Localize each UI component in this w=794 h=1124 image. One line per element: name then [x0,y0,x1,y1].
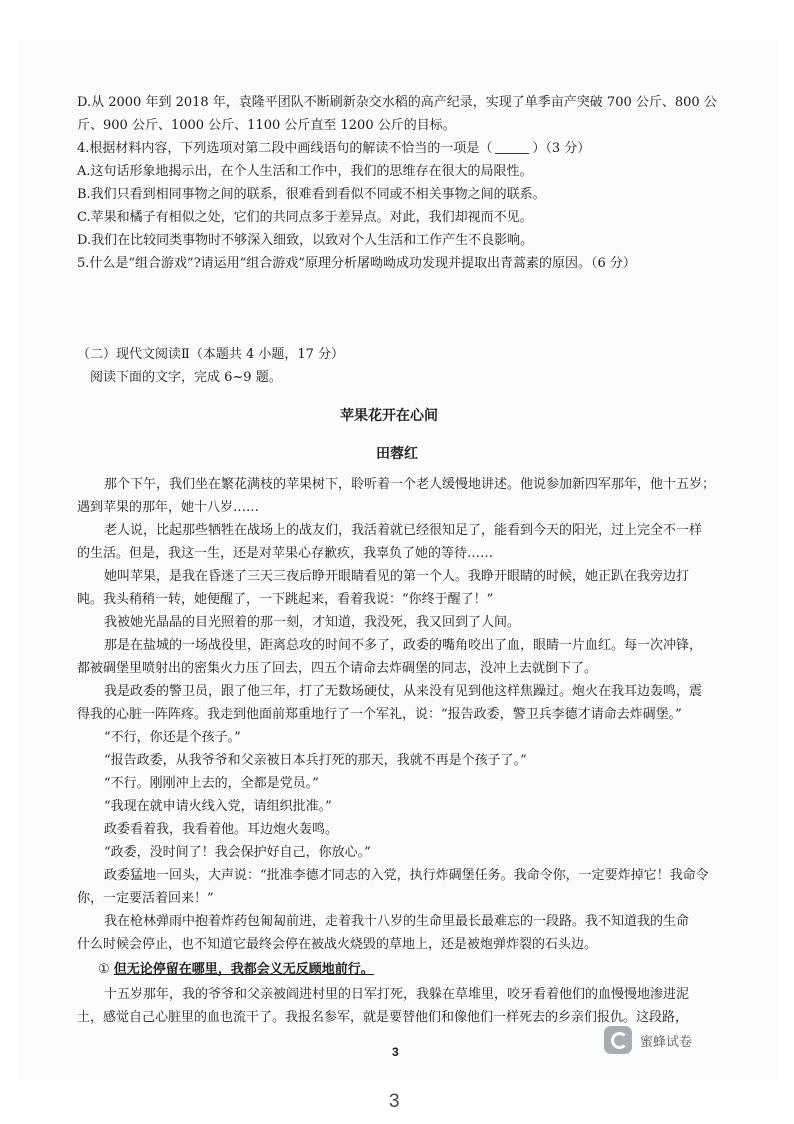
article-line: 那是在盐城的一场战役里，距离总攻的时间不多了，政委的嘴角咬出了血，眼睛一片血红。每一次冲锋， [104,638,703,653]
option-d-line1: D.从 2000 年到 2018 年，袁隆平团队不断刷新杂交水稻的高产纪录，实现了单季亩产突破 700 公斤、800 公 [77,95,717,110]
article-line: 那个下午，我们坐在繁花满枝的苹果树下，聆听着一个老人缓慢地讲述。他说参加新四军那年，他十五岁； [104,477,716,492]
article-line: “不行。刚刚冲上去的，全都是党员。” [104,776,319,791]
option-4b: B.我们只看到相同事物之间的联系，很难看到看似不同或不相关事物之间的联系。 [77,187,546,202]
article-line: “我现在就申请火线入党，请组织批准。” [104,799,332,814]
article-line: 政委看着我，我看着他。耳边炮火轰鸣。 [104,822,339,837]
option-4d: D.我们在比较同类事物时不够深入细致，以致对个人生活和工作产生不良影响。 [77,233,534,248]
section-instruction: 阅读下面的文字，完成 6~9 题。 [90,370,282,385]
question-4-stem [77,140,590,158]
option-d-line2: 斤、900 公斤、1000 公斤、1100 公斤直至 1200 公斤的目标。 [77,118,456,133]
article-line: 你，一定要活着回来！” [77,891,214,906]
watermark [604,1026,692,1054]
article-line: 盹。我头稍稍一转，她便醒了，一下跳起来，看着我说：“你终于醒了！” [77,592,494,607]
article-line: 政委猛地一回头，大声说：“批准李德才同志的入党，执行炸碉堡任务。我命令你，一定要炸掉它！我命令 [104,868,709,883]
article-author: 田蓉红 [376,446,418,462]
page-number-printed: 3 [392,1045,399,1059]
article-line: 我是政委的警卫员，跟了他三年，打了无数场硬仗，从来没有见到他这样焦躁过。炮火在我耳边轰鸣，震 [104,684,703,699]
article-line: 遇到苹果的那年，她十八岁…… [77,500,260,515]
article-line: 得我的心脏一阵阵疼。我走到他面前郑重地行了一个军礼，说：“报告政委，警卫兵李德才请命去炸碉堡。” [77,707,682,722]
underlined-text: 但无论停留在哪里，我都会义无反顾地前行。 [113,962,374,977]
article-line: 我在枪林弹雨中抱着炸药包匍匐前进，走着我十八岁的生命里最长最难忘的一段路。我不知道我的生命 [104,914,690,929]
question-4-stem-b: ）（3 分） [532,141,591,156]
article-line: 什么时候会停止，也不知道它最终会停在被战火烧毁的草地上，还是被炮弹炸裂的石头边。 [77,937,598,952]
watermark-logo-icon [604,1026,632,1054]
page-number: 3 [389,1091,400,1112]
article-line: “不行，你还是个孩子。” [104,730,241,745]
article-line: 的生活。但是，我这一生，还是对苹果心存歉疚，我辜负了她的等待…… [77,546,494,561]
question-5: 5.什么是“组合游戏”?请运用“组合游戏”原理分析屠呦呦成功发现并提取出青蒿素的原因。（6 分） [77,256,636,271]
answer-blank[interactable] [495,141,529,154]
article-line: 土，感觉自己心脏里的血也流干了。我报名参军，就是要替他们和像他们一样死去的乡亲们报仇。这段路， [77,1010,689,1025]
article-line: “政委，没时间了！我会保护好自己，你放心。” [104,845,371,860]
question-4-stem-a: 4.根据材料内容，下列选项对第二段中画线语句的解读不恰当的一项是（ [77,141,493,156]
sentence-number: ① [98,962,110,977]
article-line: 都被碉堡里喷射出的密集火力压了回去，四五个请命去炸碉堡的同志，没冲上去就倒下了。 [77,661,598,676]
article-line: 我被她光晶晶的目光照着的那一刻，才知道，我没死，我又回到了人间。 [104,615,521,630]
section-header: （二）现代文阅读Ⅱ（本题共 4 小题，17 分） [77,347,345,362]
article-line: 十五岁那年，我的爷爷和父亲被阎进村里的日军打死，我躲在草堆里，咬牙看着他们的血慢慢地渗进泥 [104,987,690,1002]
watermark-text: 蜜蜂试卷 [640,1034,693,1050]
option-4a: A.这句话形象地揭示出，在个人生活和工作中，我们的思维存在很大的局限性。 [77,164,533,179]
article-line: “报告政委，从我爷爷和父亲被日本兵打死的那天，我就不再是个孩子了。” [104,753,527,768]
article-line: 她叫苹果，是我在昏迷了三天三夜后睁开眼睛看见的第一个人。我睁开眼睛的时候，她正趴在我旁边打 [104,569,690,584]
option-4c: C.苹果和橘子有相似之处，它们的共同点多于差异点。对此，我们却视而不见。 [77,210,533,225]
underlined-sentence [98,961,374,979]
article-line: 老人说，比起那些牺牲在战场上的战友们，我活着就已经很知足了，能看到今天的阳光，过上完全不一样 [104,523,703,538]
article-title: 苹果花开在心间 [340,408,438,424]
